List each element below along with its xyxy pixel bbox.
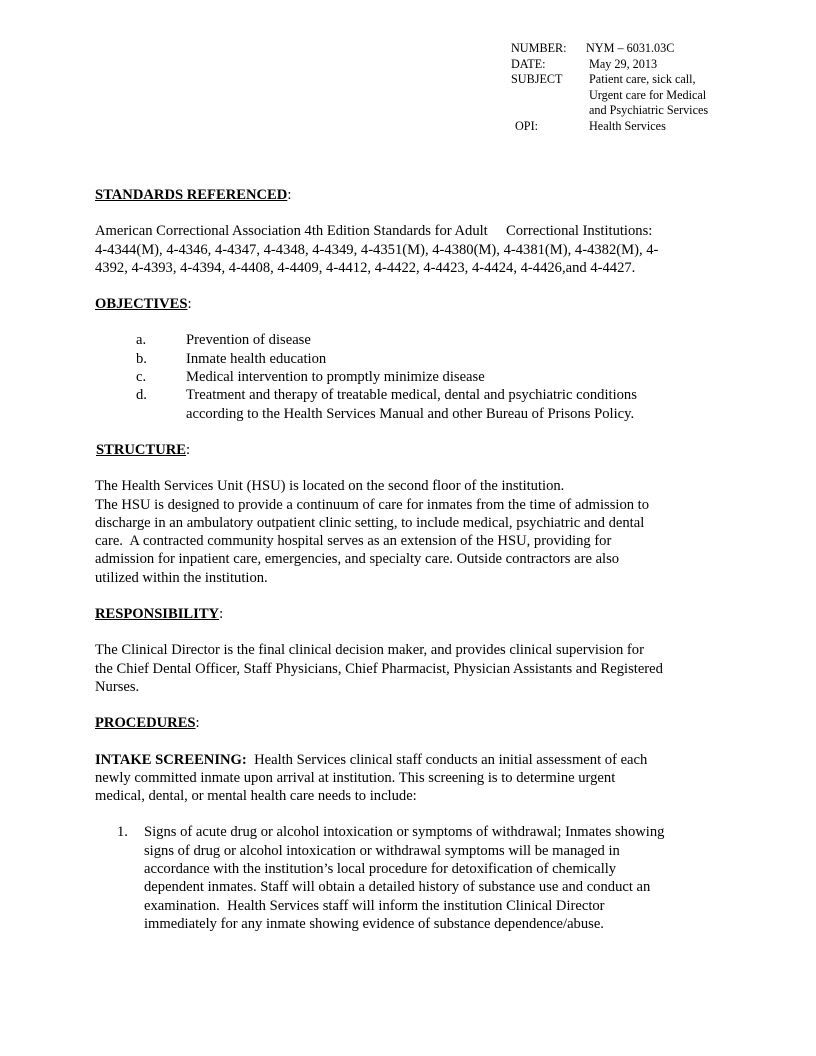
date-label: DATE: xyxy=(511,56,546,71)
heading-colon: : xyxy=(287,187,292,203)
objectives-list xyxy=(95,331,727,422)
subject-line: and Psychiatric Services xyxy=(589,103,709,118)
intake-screening-paragraph xyxy=(95,751,727,806)
objective-line: Prevention of disease xyxy=(186,332,311,349)
opi-label: OPI: xyxy=(515,118,539,133)
number-label: NUMBER: xyxy=(511,41,567,55)
procedures-heading xyxy=(95,714,727,732)
header-number-row xyxy=(511,41,708,57)
procedure-line: immediately for any inmate showing evidence of substance dependence/abuse. xyxy=(144,915,604,932)
objective-letter: b. xyxy=(136,350,147,367)
date-value: May 29, 2013 xyxy=(589,56,658,71)
heading-colon: : xyxy=(195,715,200,732)
intake-line: newly committed inmate upon arrival at institution. This screening is to determine urgent xyxy=(95,769,616,786)
document-body xyxy=(95,186,727,933)
responsibility-heading-text: RESPONSIBILITY xyxy=(95,606,220,623)
structure-heading-text: STRUCTURE xyxy=(96,441,187,458)
objective-text xyxy=(186,368,485,386)
standards-paragraph xyxy=(95,222,727,277)
intake-line-text: Health Services clinical staff conducts an initial assessment of each xyxy=(246,751,648,768)
subject-value xyxy=(589,72,708,119)
objective-item xyxy=(95,368,727,386)
objective-letter: c. xyxy=(136,369,147,386)
standards-heading xyxy=(95,186,727,204)
intake-line: medical, dental, or mental health care needs to include: xyxy=(95,788,417,805)
procedure-line: signs of drug or alcohol intoxication or withdrawal symptoms will be managed in xyxy=(144,842,620,859)
structure-line: utilized within the institution. xyxy=(95,569,268,586)
responsibility-line: Nurses. xyxy=(95,678,140,695)
opi-value: Health Services xyxy=(589,118,666,133)
procedure-item xyxy=(95,823,727,933)
heading-colon: : xyxy=(186,441,191,458)
structure-line: The Health Services Unit (HSU) is located on the second floor of the institution. xyxy=(95,478,565,495)
objective-item xyxy=(95,386,727,423)
heading-colon: : xyxy=(187,296,192,313)
objectives-heading xyxy=(95,295,727,313)
objective-text xyxy=(186,350,326,368)
objective-line: Medical intervention to promptly minimize disease xyxy=(186,369,485,386)
responsibility-paragraph xyxy=(95,641,727,696)
subject-line: Urgent care for Medical xyxy=(589,87,707,102)
objective-line: Treatment and therapy of treatable medical, dental and psychiatric conditions xyxy=(186,387,637,404)
objectives-heading-text: OBJECTIVES xyxy=(95,296,188,313)
objective-letter: d. xyxy=(136,387,147,404)
objective-letter: a. xyxy=(136,332,147,349)
responsibility-line: The Clinical Director is the final clinical decision maker, and provides clinical supervision for xyxy=(95,642,644,659)
structure-paragraph xyxy=(95,477,727,587)
header-subject-row xyxy=(511,72,708,119)
standards-heading-text: STANDARDS REFERENCED xyxy=(95,187,288,203)
objective-line: according to the Health Services Manual and other Bureau of Prisons Policy. xyxy=(186,405,635,422)
objective-item xyxy=(95,331,727,349)
subject-label: SUBJECT xyxy=(511,72,563,87)
structure-line: admission for inpatient care, emergencies, and specialty care. Outside contractors are also xyxy=(95,551,620,568)
header-opi-row xyxy=(511,119,708,135)
procedure-line: examination. Health Services staff will inform the institution Clinical Director xyxy=(144,897,605,914)
standards-line: American Correctional Association 4th Edition Standards for Adult Correctional Institutions: xyxy=(95,223,653,240)
heading-colon: : xyxy=(219,606,224,623)
standards-line: 4392, 4-4393, 4-4394, 4-4408, 4-4409, 4-4412, 4-4422, 4-4423, 4-4424, 4-4426,and 4-4427. xyxy=(95,259,636,276)
procedure-line: Signs of acute drug or alcohol intoxication or symptoms of withdrawal; Inmates showing xyxy=(144,824,665,841)
standards-line: 4-4344(M), 4-4346, 4-4347, 4-4348, 4-4349, 4-4351(M), 4-4380(M), 4-4381(M), 4-4382(M), 4- xyxy=(95,241,659,258)
objective-item xyxy=(95,350,727,368)
structure-heading xyxy=(96,441,727,459)
structure-line: discharge in an ambulatory outpatient clinic setting, to include medical, psychiatric and dental xyxy=(95,514,645,531)
procedure-text xyxy=(144,823,664,933)
objective-text xyxy=(186,331,311,349)
structure-line: care. A contracted community hospital serves as an extension of the HSU, providing for xyxy=(95,533,612,550)
document-header xyxy=(511,41,708,135)
procedures-list xyxy=(95,823,727,933)
objective-text xyxy=(186,386,637,423)
structure-line: The HSU is designed to provide a continuum of care for inmates from the time of admission to xyxy=(95,496,650,513)
procedure-number: 1. xyxy=(117,824,128,841)
intake-line xyxy=(95,751,727,769)
header-date-row xyxy=(511,57,708,73)
intake-screening-label: INTAKE SCREENING: xyxy=(95,751,247,768)
subject-line: Patient care, sick call, xyxy=(589,72,696,87)
responsibility-heading xyxy=(95,605,727,623)
procedures-heading-text: PROCEDURES xyxy=(95,715,196,732)
objective-line: Inmate health education xyxy=(186,350,327,367)
number-value: NYM – 6031.03C xyxy=(586,41,675,55)
procedure-line: dependent inmates. Staff will obtain a detailed history of substance use and conduct an xyxy=(144,879,651,896)
responsibility-line: the Chief Dental Officer, Staff Physicians, Chief Pharmacist, Physician Assistants and Registered xyxy=(95,660,663,677)
procedure-line: accordance with the institution’s local procedure for detoxification of chemically xyxy=(144,861,617,878)
